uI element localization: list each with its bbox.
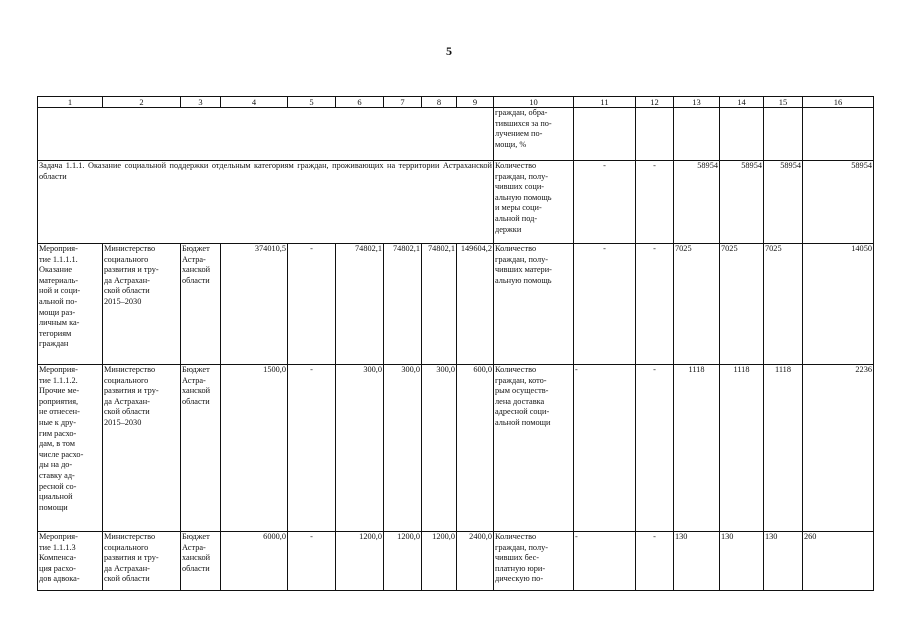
table-cell: 58954 (764, 161, 803, 244)
indicator-cell: граждан, обра- тившихся за по- лучением по- мощи, % (494, 108, 574, 161)
event-cell: Мероприя- тие 1.1.1.3 Компенса- ция расхо- дов адвока- (38, 532, 103, 591)
source-cell: Бюджет Астра- ханской области (181, 365, 221, 532)
col-header: 8 (422, 97, 457, 108)
col-header: 2 (103, 97, 181, 108)
table-cell: 2400,0 (457, 532, 494, 591)
col-header: 10 (494, 97, 574, 108)
event-cell: Мероприя- тие 1.1.1.2. Прочие ме- роприятия, не отнесен- ные к дру- гим расхо- дам, в том числе расхо- ды на до- ставку ад- ресной со- циальной помощи (38, 365, 103, 532)
table-cell: 74802,1 (384, 244, 422, 365)
table-cell: 74802,1 (422, 244, 457, 365)
table-cell: 58954 (674, 161, 720, 244)
table-cell: - (636, 161, 674, 244)
table-cell: 1200,0 (336, 532, 384, 591)
table-cell: - (288, 532, 336, 591)
source-cell: Бюджет Астра- ханской области (181, 532, 221, 591)
indicator-cell: Количество граждан, полу- чивших матери- альную помощь (494, 244, 574, 365)
col-header: 14 (720, 97, 764, 108)
col-header: 1 (38, 97, 103, 108)
executor-cell: Министерство социального развития и тру- да Астрахан- ской области 2015–2030 (103, 244, 181, 365)
indicator-cell: Количество граждан, полу- чивших бес- платную юри- дическую по- (494, 532, 574, 591)
table-row (38, 365, 874, 532)
event-cell: Мероприя- тие 1.1.1.1. Оказание материаль- ной и соци- альной по- мощи раз- личным ка- тегориям граждан (38, 244, 103, 365)
table-cell: - (288, 365, 336, 532)
table-cell: 300,0 (422, 365, 457, 532)
table-cell: 1118 (720, 365, 764, 532)
table-cell: 374010,5 (221, 244, 288, 365)
col-header: 11 (574, 97, 636, 108)
table-cell (636, 108, 674, 161)
col-header: 7 (384, 97, 422, 108)
table-cell (803, 108, 874, 161)
table-cell: 2236 (803, 365, 874, 532)
table-cell: - (574, 244, 636, 365)
col-header: 9 (457, 97, 494, 108)
table-cell (764, 108, 803, 161)
table-cell: 300,0 (384, 365, 422, 532)
source-cell: Бюджет Астра- ханской области (181, 244, 221, 365)
table-cell: 149604,2 (457, 244, 494, 365)
table-cell: 130 (674, 532, 720, 591)
table-cell: - (574, 365, 636, 532)
page-number: 5 (446, 44, 452, 58)
task-row (38, 161, 874, 244)
table-cell: 6000,0 (221, 532, 288, 591)
col-header: 3 (181, 97, 221, 108)
table-cell: 130 (720, 532, 764, 591)
empty-merged-cell (38, 108, 494, 161)
col-header: 15 (764, 97, 803, 108)
table-cell (674, 108, 720, 161)
table-row (38, 532, 874, 591)
header-row (38, 97, 874, 108)
table-cell (720, 108, 764, 161)
table-cell: 7025 (674, 244, 720, 365)
table-cell: - (574, 161, 636, 244)
col-header: 12 (636, 97, 674, 108)
col-header: 13 (674, 97, 720, 108)
table-cell: 1118 (764, 365, 803, 532)
table-row (38, 244, 874, 365)
table-cell: - (288, 244, 336, 365)
table-cell: 74802,1 (336, 244, 384, 365)
col-header: 5 (288, 97, 336, 108)
executor-cell: Министерство социального развития и тру- да Астрахан- ской области (103, 532, 181, 591)
table-cell: 7025 (720, 244, 764, 365)
table-cell: 1200,0 (422, 532, 457, 591)
table-cell: 600,0 (457, 365, 494, 532)
table-cell: 1500,0 (221, 365, 288, 532)
table-cell: 14050 (803, 244, 874, 365)
program-table (37, 96, 874, 591)
table-cell: 58954 (803, 161, 874, 244)
table-cell (574, 108, 636, 161)
table-cell: - (636, 365, 674, 532)
indicator-cell: Количество граждан, кото- рым осуществ- лена доставка адресной соци- альной помощи (494, 365, 574, 532)
table-cell: 1118 (674, 365, 720, 532)
table-cell: - (574, 532, 636, 591)
table-cell: 58954 (720, 161, 764, 244)
indicator-cell: Количество граждан, полу- чивших соци- альную помощь и меры соци- альной под- держки (494, 161, 574, 244)
table-cell: 7025 (764, 244, 803, 365)
table-cell: - (636, 532, 674, 591)
col-header: 4 (221, 97, 288, 108)
table-cell: - (636, 244, 674, 365)
task-title: Задача 1.1.1. Оказание социальной поддержки отдельным категориям граждан, проживающих на территории Астраханской области (38, 161, 494, 244)
executor-cell: Министерство социального развития и тру- да Астрахан- ской области 2015–2030 (103, 365, 181, 532)
table-cell: 260 (803, 532, 874, 591)
table-cell: 300,0 (336, 365, 384, 532)
table-cell: 1200,0 (384, 532, 422, 591)
table-cell: 130 (764, 532, 803, 591)
continuation-row (38, 108, 874, 161)
col-header: 6 (336, 97, 384, 108)
col-header: 16 (803, 97, 874, 108)
